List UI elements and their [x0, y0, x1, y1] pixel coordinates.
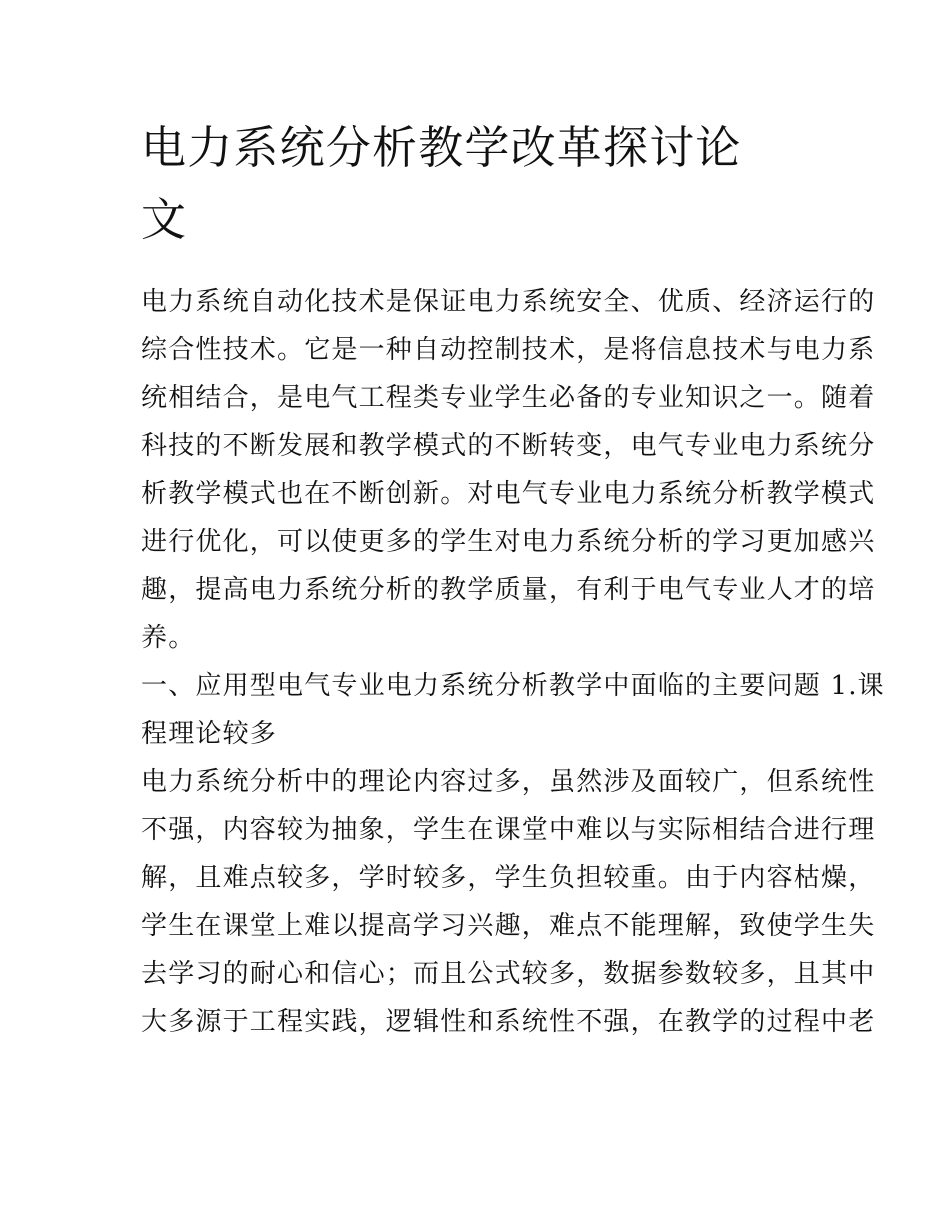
text-line: 学生在课堂上难以提高学习兴趣，难点不能理解，致使学生失 [141, 911, 876, 941]
text-line: 综合性技术。它是一种自动控制技术，是将信息技术与电力系 [141, 335, 876, 365]
text-line: 统相结合，是电气工程类专业学生必备的专业知识之一。随着 [141, 383, 876, 413]
text-line: 大多源于工程实践，逻辑性和系统性不强，在教学的过程中老 [141, 1007, 876, 1037]
paragraph [141, 278, 876, 662]
text-line: 科技的不断发展和教学模式的不断转变，电气专业电力系统分 [141, 431, 876, 461]
title-line: 文 [141, 193, 188, 246]
document-title [141, 112, 821, 256]
section-heading [141, 662, 885, 758]
text-line: 养。 [141, 623, 196, 653]
paragraph [141, 758, 876, 1046]
text-line: 电力系统分析中的理论内容过多，虽然涉及面较广，但系统性 [141, 767, 876, 797]
text-line: 电力系统自动化技术是保证电力系统安全、优质、经济运行的 [141, 287, 876, 317]
text-line: 解，且难点较多，学时较多，学生负担较重。由于内容枯燥， [141, 863, 876, 893]
document-body [141, 278, 885, 1046]
text-line: 进行优化，可以使更多的学生对电力系统分析的学习更加感兴 [141, 527, 876, 557]
text-line: 一、应用型电气专业电力系统分析教学中面临的主要问题 1.课 [141, 671, 885, 701]
text-line: 程理论较多 [141, 719, 278, 749]
text-line: 析教学模式也在不断创新。对电气专业电力系统分析教学模式 [141, 479, 876, 509]
text-line: 不强，内容较为抽象，学生在课堂中难以与实际相结合进行理 [141, 815, 876, 845]
text-line: 趣，提高电力系统分析的教学质量，有利于电气专业人才的培 [141, 575, 876, 605]
text-line: 去学习的耐心和信心；而且公式较多，数据参数较多，且其中 [141, 959, 876, 989]
title-line: 电力系统分析教学改革探讨论 [141, 121, 742, 174]
